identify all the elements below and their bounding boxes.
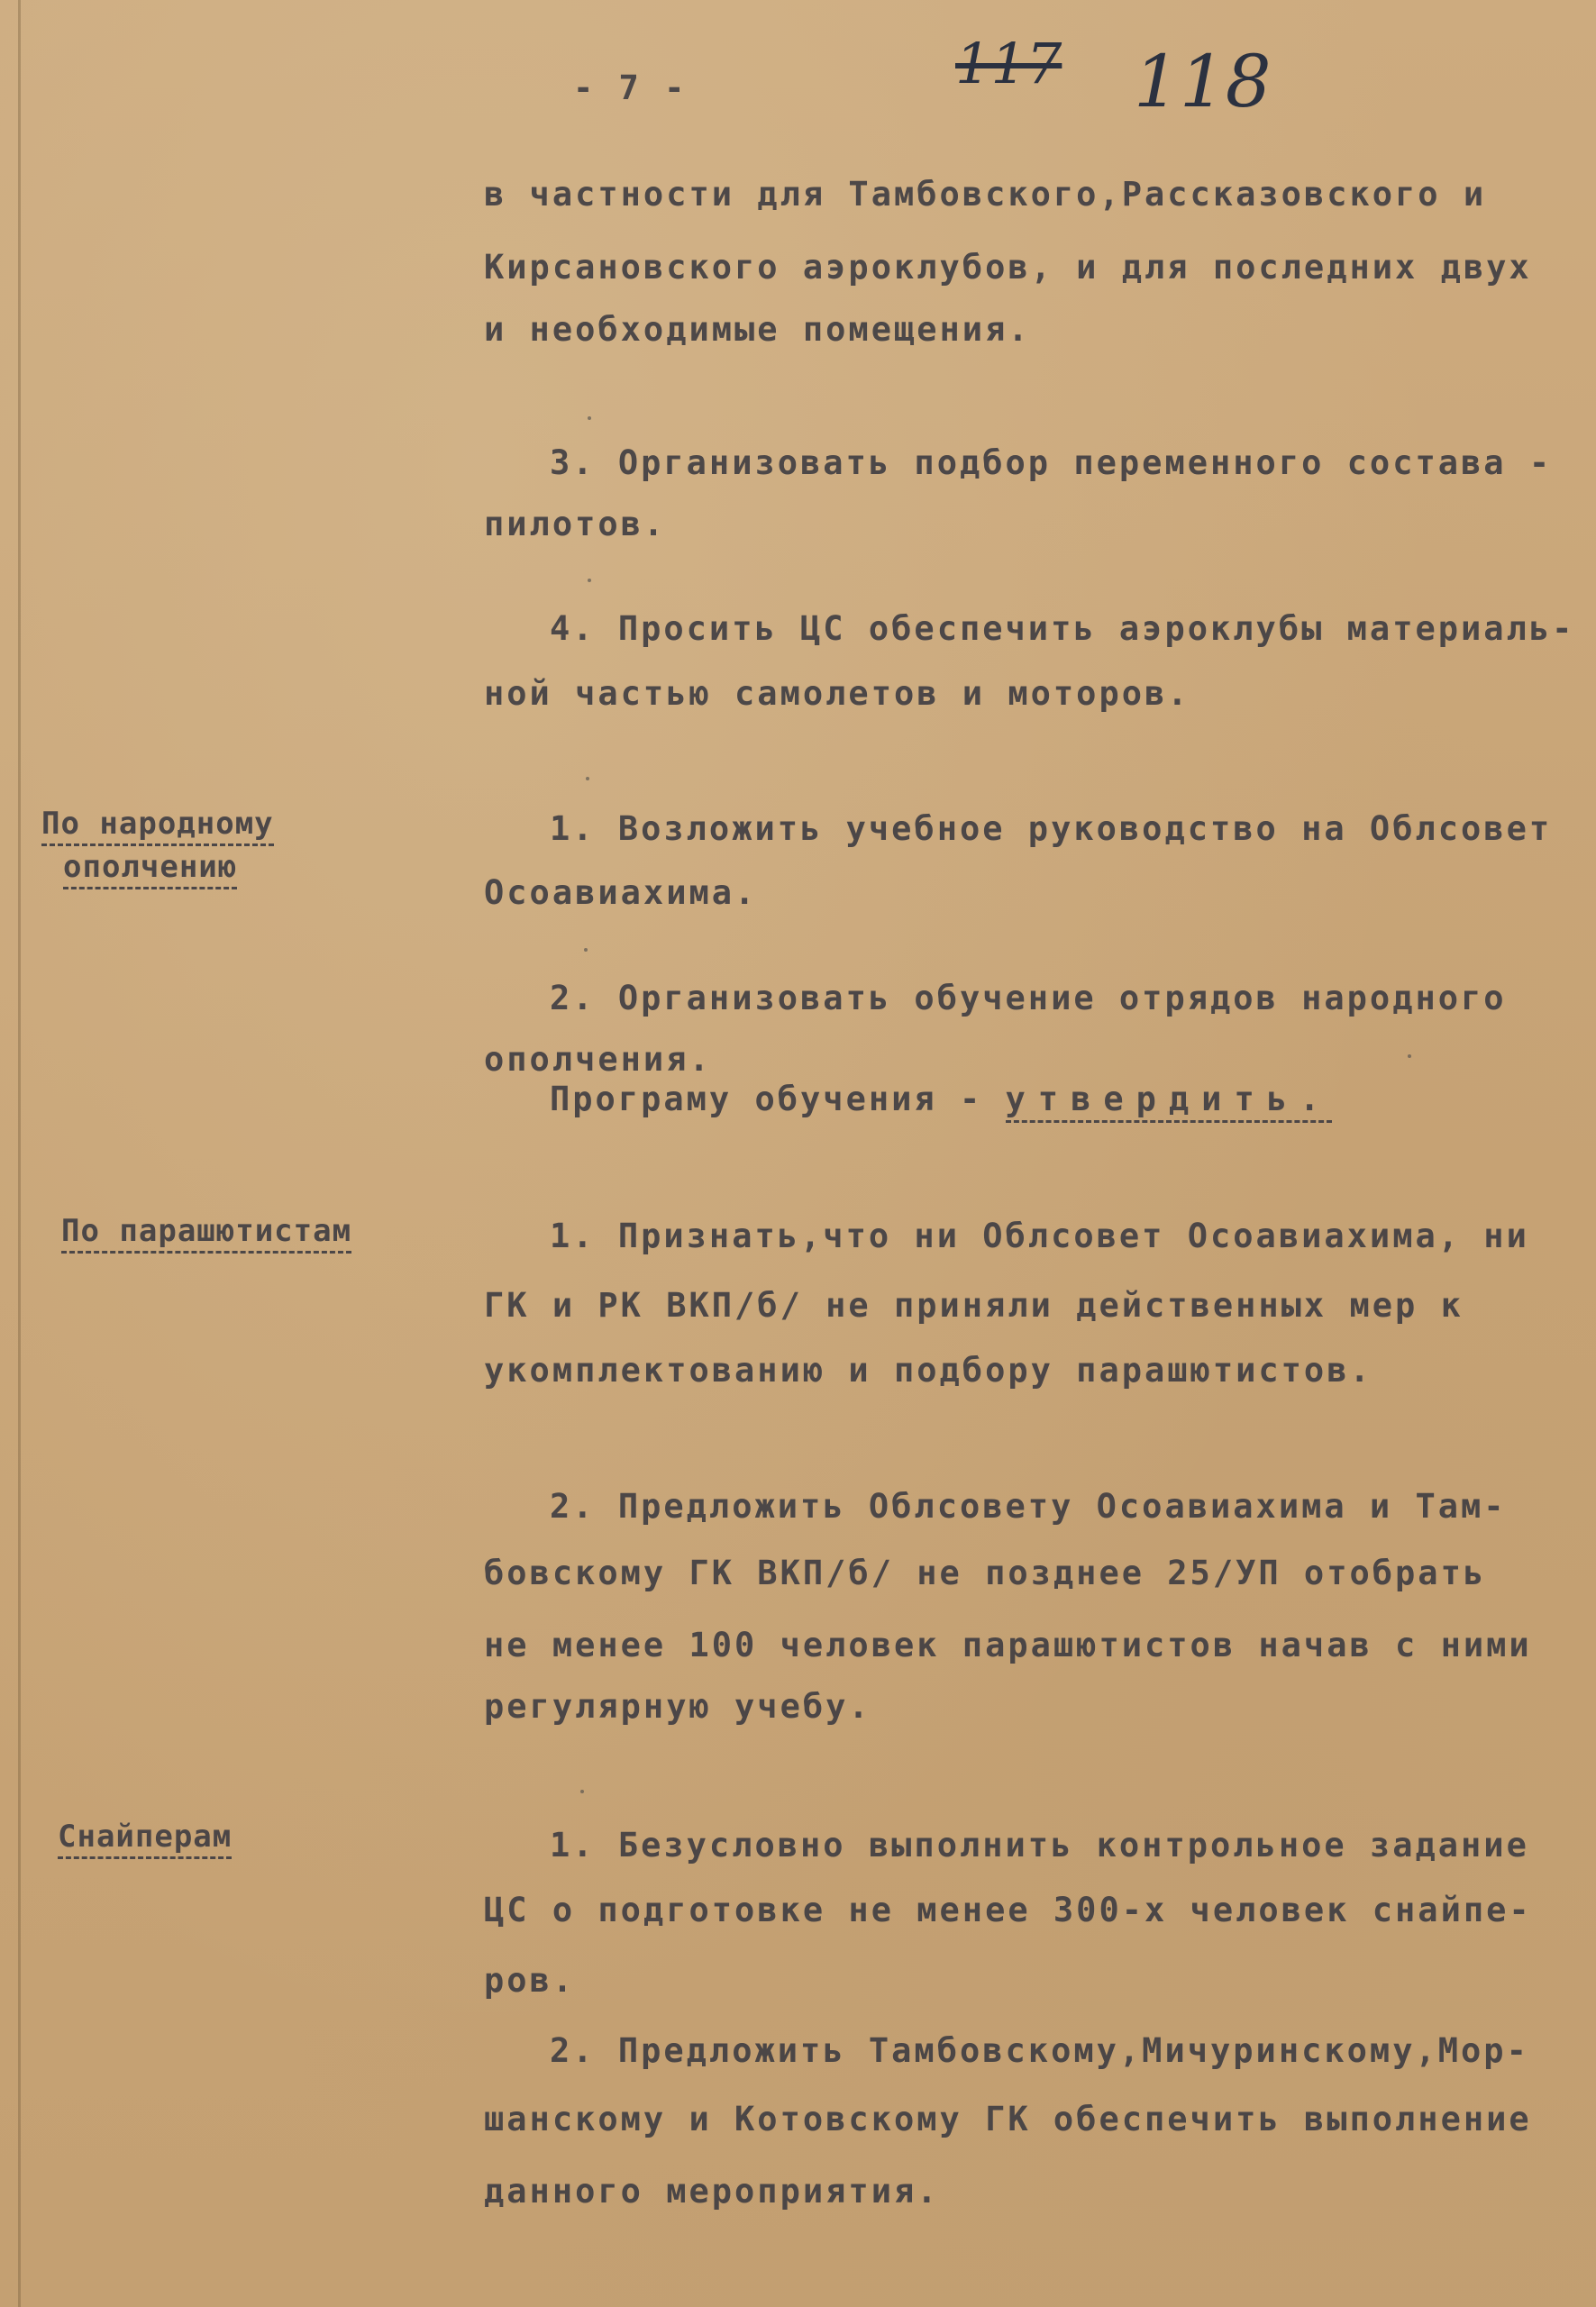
parachute-item-2-line-3: не менее 100 человек парашютистов начав с ними (484, 1626, 1532, 1664)
snipers-item-1-line-1: 1. Безусловно выполнить контрольное задание (550, 1826, 1529, 1865)
militia-program-line (550, 1080, 1332, 1118)
militia-item-1-line-1: 1. Возложить учебное руководство на Облсовет (550, 809, 1553, 848)
paper-speck (586, 777, 589, 780)
margin-heading-militia-line-1: По народному (41, 806, 274, 846)
parachute-item-1-line-3: укомплектованию и подбору парашютистов. (484, 1351, 1373, 1390)
intro-line-2: Кирсановского аэроклубов, и для последних двух (484, 248, 1532, 287)
parachute-item-2-line-2: бовскому ГК ВКП/б/ не позднее 25/УП отобрать (484, 1554, 1487, 1592)
aeroclub-item-4-line-2: ной частью самолетов и моторов. (484, 674, 1190, 713)
margin-heading-militia-line-2: ополчению (63, 849, 237, 889)
aeroclub-item-4-line-1: 4. Просить ЦС обеспечить аэроклубы материаль- (550, 609, 1575, 648)
militia-item-2-line-1: 2. Организовать обучение отрядов народного (550, 979, 1507, 1017)
militia-item-1-line-2: Осоавиахима. (484, 873, 758, 912)
parachute-item-2-line-4: регулярную учебу. (484, 1687, 871, 1726)
snipers-item-1-line-3: ров. (484, 1961, 576, 2000)
militia-item-2-line-2: ополчения. (484, 1040, 712, 1079)
snipers-item-1-line-2: ЦС о подготовке не менее 300-х человек снайпе- (484, 1891, 1532, 1929)
militia-program-prefix: Програму обучения - (550, 1080, 983, 1118)
paper-speck (584, 948, 588, 952)
paper-speck (588, 416, 591, 420)
snipers-item-2-line-1: 2. Предложить Тамбовскому,Мичуринскому,Мор- (550, 2031, 1529, 2070)
archive-number-crossed: 117 (955, 31, 1062, 96)
aeroclub-item-3-line-2: пилотов. (484, 505, 667, 543)
paper-speck (588, 579, 591, 582)
page-fold-line (18, 0, 21, 2307)
snipers-item-2-line-2: шанскому и Котовскому ГК обеспечить выполнение (484, 2100, 1532, 2138)
archive-number: 118 (1134, 40, 1272, 123)
margin-heading-parachutists: По парашютистам (61, 1213, 351, 1254)
intro-line-1: в частности для Тамбовского,Рассказовского и (484, 175, 1487, 214)
parachute-item-1-line-1: 1. Признать,что ни Облсовет Осоавиахима, ни (550, 1217, 1529, 1255)
militia-program-approve: утвердить. (1006, 1080, 1333, 1123)
snipers-item-2-line-3: данного мероприятия. (484, 2172, 940, 2211)
margin-heading-snipers: Снайперам (58, 1819, 232, 1859)
parachute-item-1-line-2: ГК и РК ВКП/б/ не приняли действенных мер к (484, 1286, 1464, 1325)
parachute-item-2-line-1: 2. Предложить Облсовету Осоавиахима и Там- (550, 1487, 1507, 1526)
page-number: - 7 - (573, 68, 688, 107)
aeroclub-item-3-line-1: 3. Организовать подбор переменного состава - (550, 443, 1553, 482)
paper-speck (1408, 1054, 1411, 1058)
paper-speck (580, 1790, 584, 1793)
intro-line-3: и необходимые помещения. (484, 310, 1031, 349)
